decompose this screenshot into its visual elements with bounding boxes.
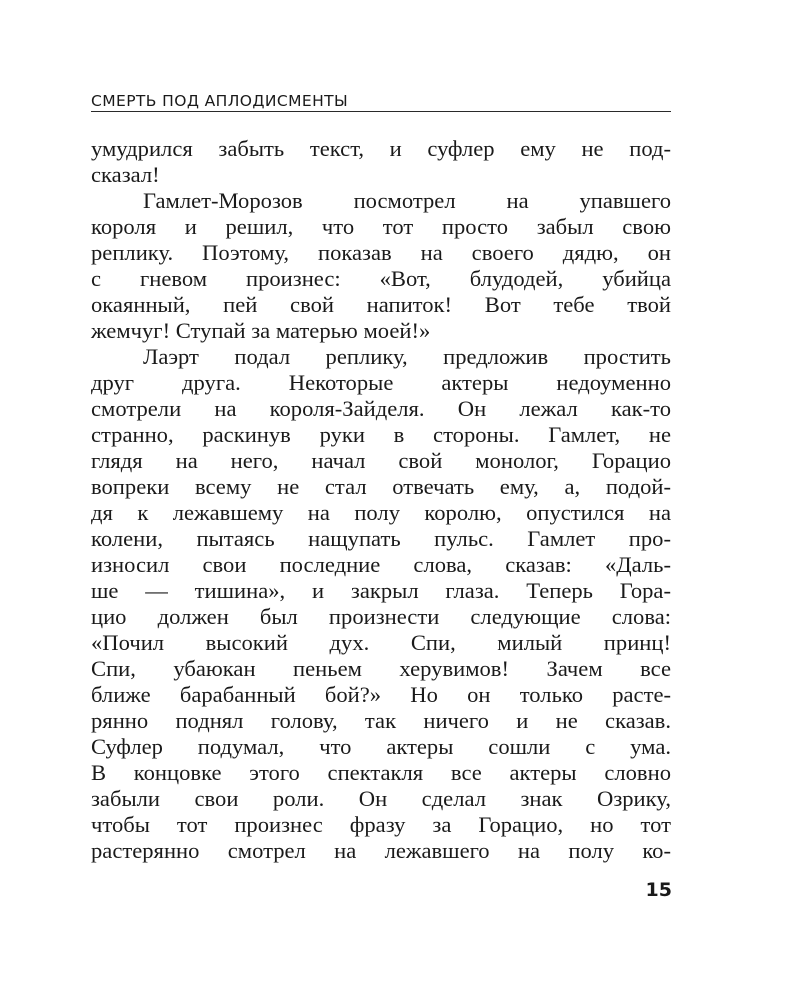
header-divider — [91, 111, 671, 112]
text-line: умудрился забыть текст, и суфлер ему не под- — [91, 136, 671, 161]
text-line: «Почил высокий дух. Спи, милый принц! — [91, 630, 671, 655]
text-line: износил свои последние слова, сказав: «Даль- — [91, 552, 671, 577]
text-line: короля и решил, что тот просто забыл свою — [91, 214, 671, 239]
text-line: реплику. Поэтому, показав на своего дядю, он — [91, 240, 671, 265]
paragraph-first-line: Гамлет-Морозов посмотрел на упавшего — [143, 188, 671, 213]
text-line: цио должен был произнести следующие слова: — [91, 604, 671, 629]
text-line: вопреки всему не стал отвечать ему, а, подой- — [91, 474, 671, 499]
text-line: растерянно смотрел на лежавшего на полу ко- — [91, 838, 671, 863]
text-line: окаянный, пей свой напиток! Вот тебе твой — [91, 292, 671, 317]
text-line: В концовке этого спектакля все актеры словно — [91, 760, 671, 785]
text-line: жемчуг! Ступай за матерью моей!» — [91, 318, 431, 343]
text-line: забыли свои роли. Он сделал знак Озрику, — [91, 786, 671, 811]
paragraph-first-line: Лаэрт подал реплику, предложив простить — [143, 344, 671, 369]
text-line: друг друга. Некоторые актеры недоуменно — [91, 370, 671, 395]
text-line: сказал! — [91, 162, 160, 187]
text-line: дя к лежавшему на полу королю, опустился на — [91, 500, 671, 525]
text-line: ближе барабанный бой?» Но он только расте- — [91, 682, 671, 707]
text-line: ше — тишина», и закрыл глаза. Теперь Гора- — [91, 578, 671, 603]
text-line: колени, пытаясь нащупать пульс. Гамлет про- — [91, 526, 671, 551]
text-line: с гневом произнес: «Вот, блудодей, убийца — [91, 266, 671, 291]
text-line: Суфлер подумал, что актеры сошли с ума. — [91, 734, 671, 759]
running-header: СМЕРТЬ ПОД АПЛОДИСМЕНТЫ — [91, 92, 349, 110]
text-line: смотрели на короля-Зайделя. Он лежал как-то — [91, 396, 671, 421]
page-body-text — [91, 136, 671, 864]
text-line: рянно поднял голову, так ничего и не сказав. — [91, 708, 671, 733]
text-line: Спи, убаюкан пеньем херувимов! Зачем все — [91, 656, 671, 681]
page-number: 15 — [645, 879, 672, 901]
text-line: глядя на него, начал свой монолог, Горацио — [91, 448, 671, 473]
text-line: чтобы тот произнес фразу за Горацио, но тот — [91, 812, 671, 837]
text-line: странно, раскинув руки в стороны. Гамлет, не — [91, 422, 671, 447]
